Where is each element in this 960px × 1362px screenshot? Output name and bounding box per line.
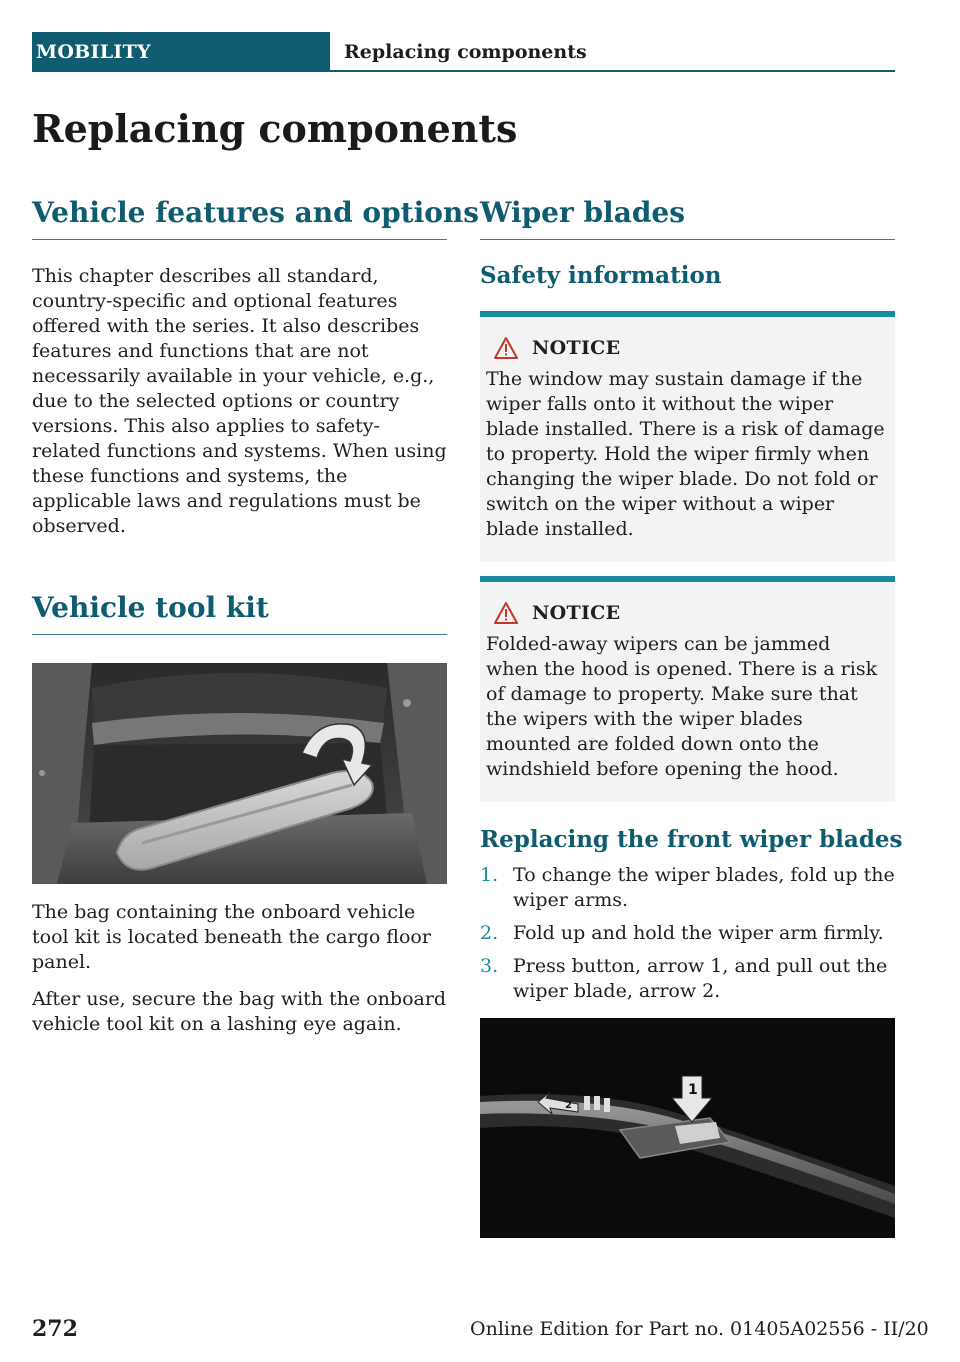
- header-rule: [330, 70, 895, 72]
- step-text: Press button, arrow 1, and pull out the wiper blade, arrow 2.: [513, 955, 888, 1002]
- list-item: [480, 921, 895, 946]
- cargo-area-photo: [32, 663, 447, 884]
- right-column: [480, 190, 903, 1238]
- list-item: [480, 863, 895, 913]
- edition-footer: Online Edition for Part no. 01405A02556 - II/20: [470, 1318, 929, 1340]
- toolkit-paragraph-1: The bag containing the onboard vehicle tool kit is located beneath the cargo floor panel.: [32, 901, 431, 973]
- notice-header: [494, 602, 887, 624]
- warning-triangle-icon: [494, 337, 518, 359]
- step-text: Fold up and hold the wiper arm firmly.: [513, 922, 884, 944]
- page-number: 272: [32, 1316, 78, 1342]
- notice-header: [494, 337, 887, 359]
- step-number: 3.: [480, 955, 499, 977]
- features-heading: Vehicle features and options: [32, 190, 447, 240]
- toolkit-heading: Vehicle tool kit: [32, 585, 447, 635]
- safety-information-heading: Safety information: [480, 262, 722, 289]
- arrow-1-label: 1: [688, 1082, 698, 1098]
- page-title: Replacing components: [32, 106, 518, 151]
- notice-box: [480, 576, 895, 802]
- step-number: 1.: [480, 864, 499, 886]
- notice-label: NOTICE: [532, 602, 621, 624]
- list-item: [480, 954, 895, 1004]
- replacing-front-wiper-heading: Replacing the front wiper blades: [480, 826, 903, 853]
- left-column: [32, 190, 480, 1037]
- toolkit-paragraph-2: After use, secure the bag with the onboard vehicle tool kit on a lashing eye again.: [32, 988, 447, 1035]
- notice-box: [480, 311, 895, 562]
- wiper-blade-photo: [480, 1018, 895, 1238]
- header-chapter-label: Replacing components: [344, 41, 587, 63]
- notice-label: NOTICE: [532, 337, 621, 359]
- step-number: 2.: [480, 922, 499, 944]
- header-section-label: MOBILITY: [32, 32, 330, 72]
- warning-triangle-icon: [494, 602, 518, 624]
- wiper-blades-heading: Wiper blades: [480, 190, 895, 240]
- notice-text: The window may sustain damage if the wiper falls onto it without the wiper blade installed. There is a risk of damage to property. Hold the wiper firmly when changing the wiper blade. Do not fold or switch on the wiper without a wiper blade installed.: [486, 368, 885, 540]
- page-header: [32, 32, 895, 72]
- replacement-steps-list: [480, 863, 895, 1004]
- features-paragraph: This chapter describes all standard, country-specific and optional features offered with the series. It also describes features and functions that are not necessarily available in your vehicle, e.g., due to the selected options or country versions. This also applies to safety-related functions and systems. When using these functions and systems, the applicable laws and regulations must be observed.: [32, 265, 447, 537]
- arrow-2-label: 2: [565, 1100, 572, 1111]
- notice-text: Folded-away wipers can be jammed when the hood is opened. There is a risk of damage to property. Make sure that the wipers with the wiper blades mounted are folded down onto the windshield before opening the hood.: [486, 633, 878, 780]
- step-text: To change the wiper blades, fold up the wiper arms.: [513, 864, 895, 911]
